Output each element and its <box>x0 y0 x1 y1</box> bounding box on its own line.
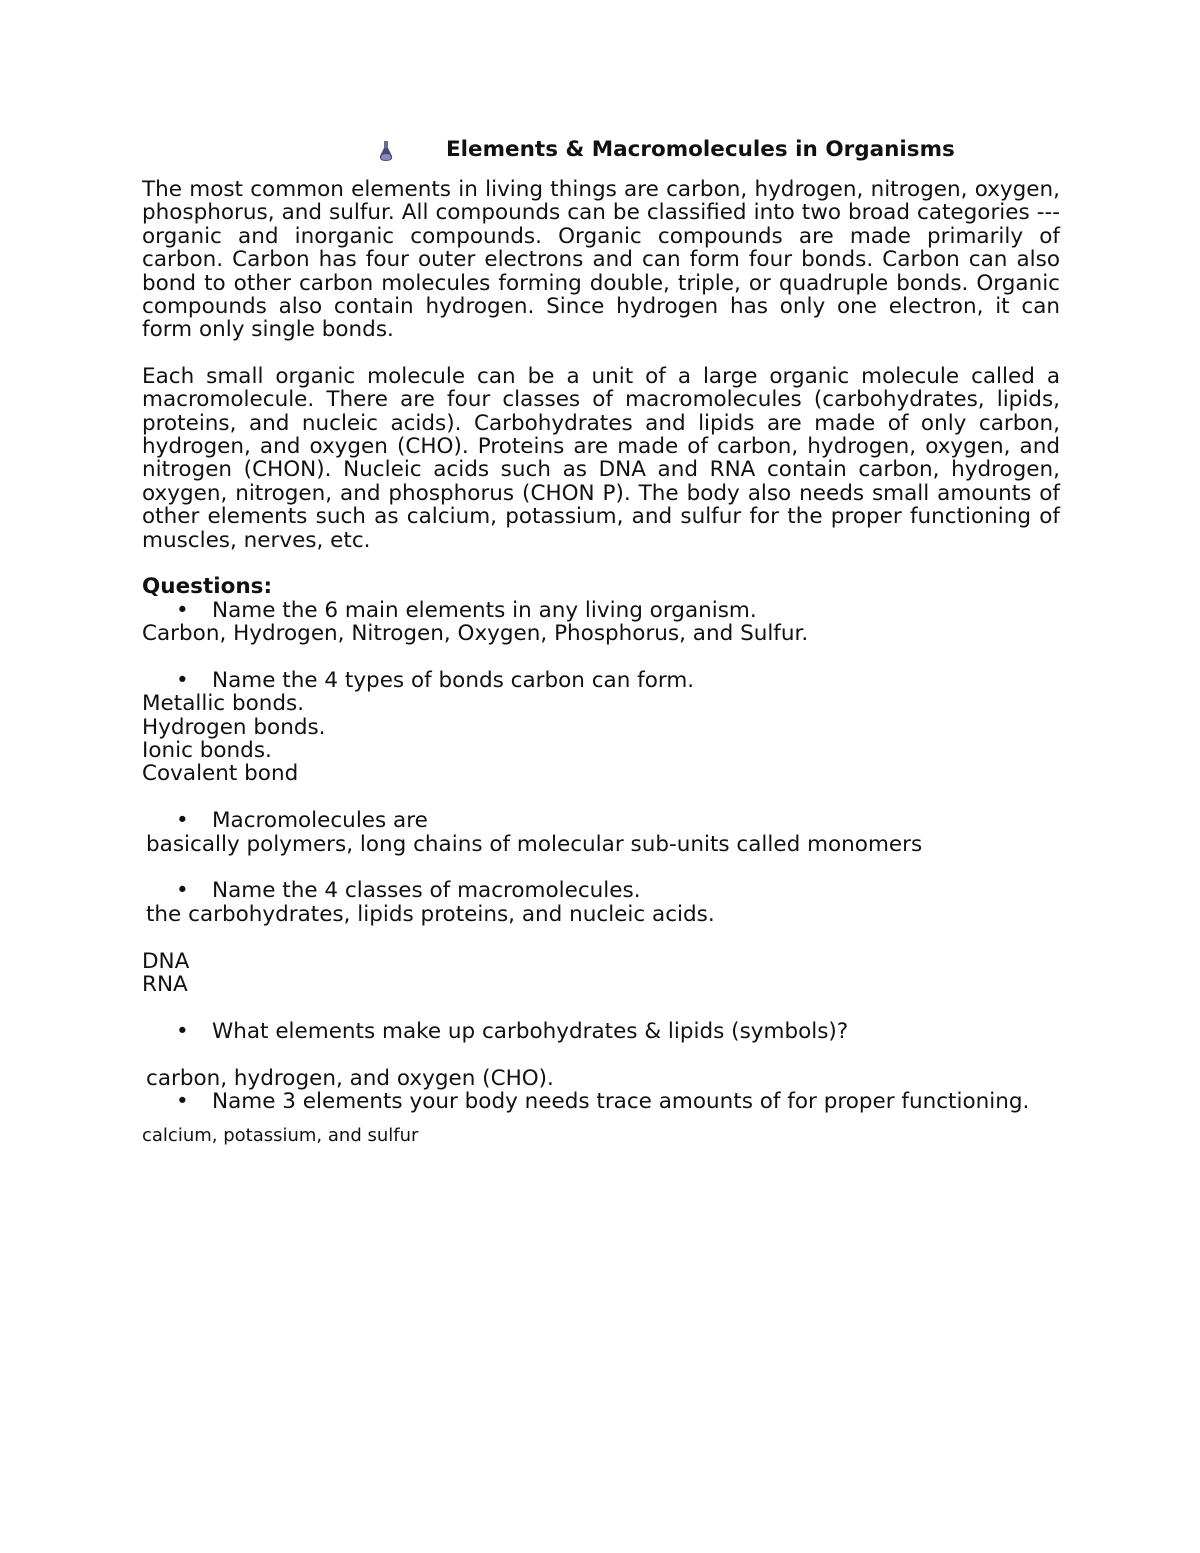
answer-text: Metallic bonds. <box>142 691 305 717</box>
answer-text: Carbon, Hydrogen, Nitrogen, Oxygen, Phosphorus, and Sulfur. <box>142 620 809 646</box>
question-item <box>142 809 1060 832</box>
question-item <box>142 1090 1060 1113</box>
document-body <box>142 138 1060 1165</box>
question-text: Name the 4 types of bonds carbon can form. <box>212 667 695 693</box>
intro-paragraph-1: The most common elements in living things are carbon, hydrogen, nitrogen, oxygen, phosphorus, and sulfur. All compounds can be classified into two broad categories --- organic and inorganic compounds. Organic compounds are made primarily of carbon. Carbon has four outer electrons and can form four bonds. Carbon can also bond to other carbon molecules forming double, triple, or quadruple bonds. Organic compounds also contain hydrogen. Since hydrogen has only one electron, it can form only single bonds. <box>142 177 1060 343</box>
question-item <box>142 879 1060 902</box>
answer-text: the carbohydrates, lipids proteins, and nucleic acids. <box>146 901 715 927</box>
answer-text: DNA <box>142 948 190 974</box>
answer-text: Hydrogen bonds. <box>142 714 326 740</box>
bullet-icon: • <box>176 597 189 623</box>
intro-paragraph-2: Each small organic molecule can be a unit of a large organic molecule called a macromolecule. There are four classes of macromolecules (carbohydrates, lipids, proteins, and nucleic acids). Carbohydrates and lipids are made of only carbon, hydrogen, and oxygen (CHO). Proteins are made of carbon, hydrogen, oxygen, and nitrogen (CHON). Nucleic acids such as DNA and RNA contain carbon, hydrogen, oxygen, nitrogen, and phosphorus (CHON P). The body also needs small amounts of other elements such as calcium, potassium, and sulfur for the proper functioning of muscles, nerves, etc. <box>142 363 1060 553</box>
question-item <box>142 599 1060 622</box>
answer-text: RNA <box>142 971 188 997</box>
question-item <box>142 669 1060 692</box>
answer-text: Covalent bond <box>142 761 299 787</box>
answer-text: Ionic bonds. <box>142 737 272 763</box>
question-text: What elements make up carbohydrates & lipids (symbols)? <box>212 1018 849 1044</box>
page-title: Elements & Macromolecules in Organisms <box>446 137 955 162</box>
title-row <box>142 138 1060 164</box>
bullet-icon: • <box>176 808 189 834</box>
question-text: Macromolecules are <box>212 808 428 834</box>
question-text: Name the 4 classes of macromolecules. <box>212 878 641 904</box>
flask-icon <box>376 140 396 162</box>
answer-text: calcium, potassium, and sulfur <box>142 1125 419 1147</box>
question-text: Name 3 elements your body needs trace amounts of for proper functioning. <box>212 1088 1030 1114</box>
answer-text: carbon, hydrogen, and oxygen (CHO). <box>146 1065 554 1091</box>
answer-text: basically polymers, long chains of molecular sub-units called monomers <box>146 831 923 857</box>
bullet-icon: • <box>176 667 189 693</box>
question-item <box>142 1020 1060 1043</box>
questions-heading: Questions: <box>142 574 273 600</box>
bullet-icon: • <box>176 1088 189 1114</box>
bullet-icon: • <box>176 878 189 904</box>
question-text: Name the 6 main elements in any living organism. <box>212 597 757 623</box>
bullet-icon: • <box>176 1018 189 1044</box>
